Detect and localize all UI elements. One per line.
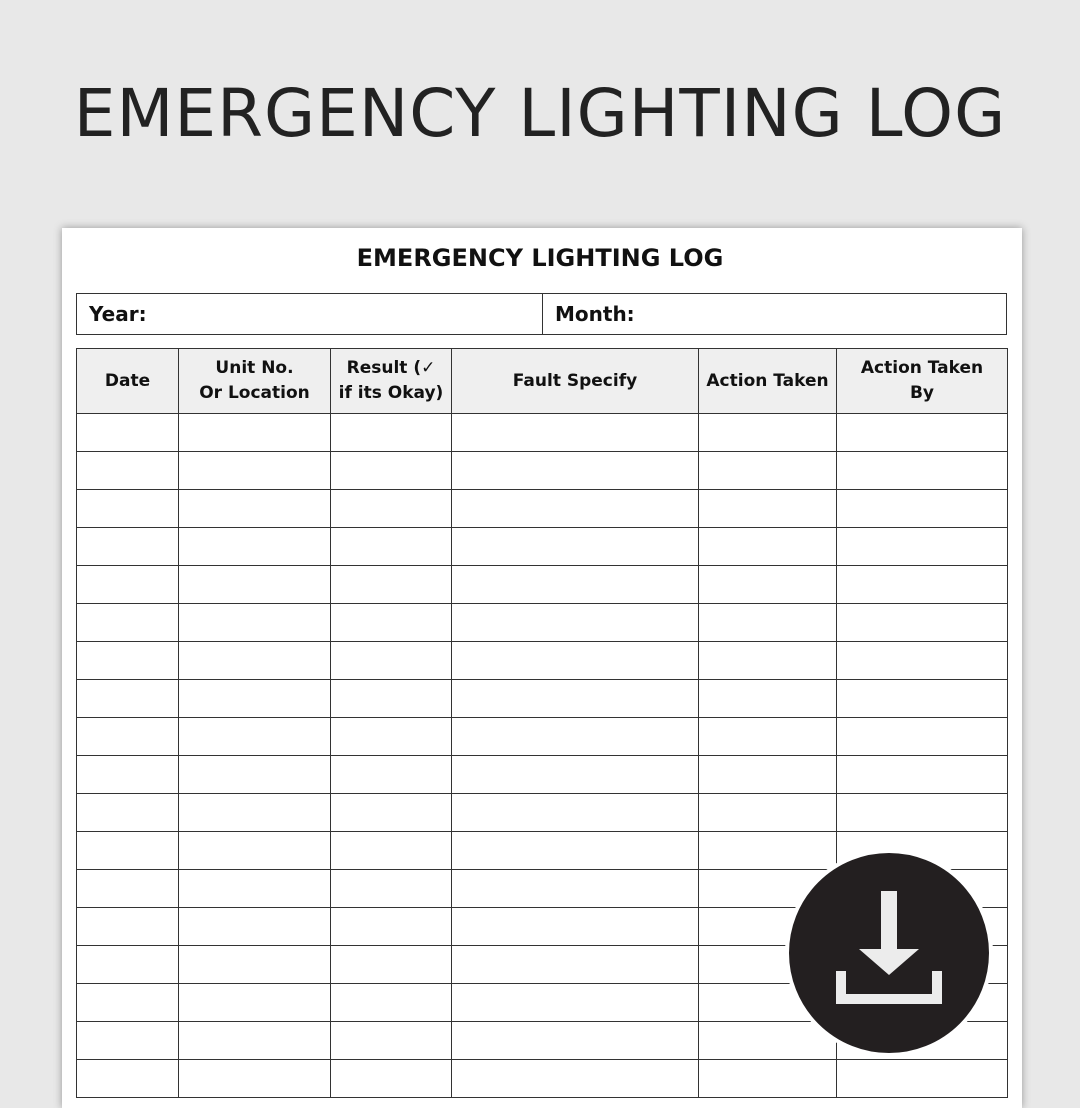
table-cell[interactable] — [179, 870, 331, 908]
table-cell[interactable] — [837, 718, 1008, 756]
table-cell[interactable] — [699, 490, 837, 528]
table-cell[interactable] — [699, 566, 837, 604]
table-row — [77, 642, 1008, 680]
table-row — [77, 528, 1008, 566]
table-cell[interactable] — [837, 1060, 1008, 1098]
table-cell[interactable] — [837, 490, 1008, 528]
table-cell[interactable] — [331, 566, 452, 604]
table-cell[interactable] — [179, 718, 331, 756]
table-cell[interactable] — [179, 452, 331, 490]
table-row — [77, 490, 1008, 528]
table-cell[interactable] — [837, 680, 1008, 718]
table-cell[interactable] — [452, 490, 699, 528]
column-header-unit-location: Unit No. Or Location — [179, 349, 331, 414]
table-row — [77, 756, 1008, 794]
table-cell[interactable] — [699, 528, 837, 566]
table-cell[interactable] — [452, 756, 699, 794]
table-cell[interactable] — [77, 528, 179, 566]
table-cell[interactable] — [331, 832, 452, 870]
table-cell[interactable] — [699, 604, 837, 642]
column-header-action-taken-by: Action Taken By — [837, 349, 1008, 414]
table-cell[interactable] — [452, 566, 699, 604]
table-cell[interactable] — [331, 528, 452, 566]
table-cell[interactable] — [77, 908, 179, 946]
table-cell[interactable] — [452, 984, 699, 1022]
month-field[interactable] — [543, 294, 1006, 334]
table-cell[interactable] — [699, 794, 837, 832]
table-row — [77, 680, 1008, 718]
table-cell[interactable] — [331, 452, 452, 490]
table-cell[interactable] — [77, 414, 179, 452]
download-icon — [789, 853, 989, 1053]
table-cell[interactable] — [837, 528, 1008, 566]
table-row — [77, 1060, 1008, 1098]
table-cell[interactable] — [699, 1060, 837, 1098]
table-cell[interactable] — [331, 794, 452, 832]
table-cell[interactable] — [837, 566, 1008, 604]
table-cell[interactable] — [452, 452, 699, 490]
table-row — [77, 566, 1008, 604]
table-cell[interactable] — [331, 984, 452, 1022]
table-cell[interactable] — [331, 642, 452, 680]
table-cell[interactable] — [331, 680, 452, 718]
table-cell[interactable] — [331, 718, 452, 756]
table-cell[interactable] — [77, 642, 179, 680]
table-cell[interactable] — [77, 984, 179, 1022]
table-cell[interactable] — [77, 870, 179, 908]
page-title: EMERGENCY LIGHTING LOG — [73, 75, 1007, 152]
table-cell[interactable] — [452, 1060, 699, 1098]
table-cell[interactable] — [331, 756, 452, 794]
table-cell[interactable] — [699, 718, 837, 756]
table-cell[interactable] — [179, 680, 331, 718]
year-label: Year: — [89, 302, 147, 326]
table-cell[interactable] — [77, 718, 179, 756]
download-button[interactable] — [785, 849, 993, 1057]
table-cell[interactable] — [331, 1022, 452, 1060]
month-label: Month: — [555, 302, 635, 326]
table-row — [77, 604, 1008, 642]
table-cell[interactable] — [331, 946, 452, 984]
table-header-row — [77, 349, 1008, 414]
table-cell[interactable] — [452, 794, 699, 832]
table-cell[interactable] — [331, 490, 452, 528]
column-header-action-taken: Action Taken — [699, 349, 837, 414]
table-cell[interactable] — [837, 756, 1008, 794]
table-cell[interactable] — [77, 946, 179, 984]
table-cell[interactable] — [837, 794, 1008, 832]
table-cell[interactable] — [179, 1060, 331, 1098]
table-cell[interactable] — [452, 414, 699, 452]
meta-row — [76, 293, 1007, 335]
table-cell[interactable] — [77, 490, 179, 528]
table-cell[interactable] — [452, 832, 699, 870]
table-cell[interactable] — [837, 414, 1008, 452]
table-cell[interactable] — [452, 528, 699, 566]
table-cell[interactable] — [179, 984, 331, 1022]
table-cell[interactable] — [331, 604, 452, 642]
table-cell[interactable] — [77, 680, 179, 718]
table-cell[interactable] — [77, 832, 179, 870]
table-cell[interactable] — [452, 870, 699, 908]
column-header-date: Date — [77, 349, 179, 414]
table-row — [77, 794, 1008, 832]
table-cell[interactable] — [837, 452, 1008, 490]
table-cell[interactable] — [179, 604, 331, 642]
column-header-result: Result (✓ if its Okay) — [331, 349, 452, 414]
table-cell[interactable] — [77, 604, 179, 642]
year-field[interactable] — [77, 294, 543, 334]
table-cell[interactable] — [77, 794, 179, 832]
table-cell[interactable] — [77, 1060, 179, 1098]
table-cell[interactable] — [179, 1022, 331, 1060]
table-cell[interactable] — [179, 832, 331, 870]
table-cell[interactable] — [699, 642, 837, 680]
table-row — [77, 452, 1008, 490]
table-cell[interactable] — [179, 414, 331, 452]
table-cell[interactable] — [77, 1022, 179, 1060]
table-row — [77, 414, 1008, 452]
table-cell[interactable] — [179, 908, 331, 946]
table-cell[interactable] — [331, 870, 452, 908]
table-cell[interactable] — [179, 794, 331, 832]
table-cell[interactable] — [77, 756, 179, 794]
table-cell[interactable] — [77, 566, 179, 604]
table-cell[interactable] — [331, 1060, 452, 1098]
table-cell[interactable] — [452, 604, 699, 642]
table-cell[interactable] — [77, 452, 179, 490]
table-cell[interactable] — [179, 642, 331, 680]
table-cell[interactable] — [699, 414, 837, 452]
table-cell[interactable] — [699, 756, 837, 794]
table-cell[interactable] — [699, 452, 837, 490]
table-cell[interactable] — [452, 1022, 699, 1060]
table-cell[interactable] — [331, 908, 452, 946]
table-cell[interactable] — [179, 946, 331, 984]
column-header-fault-specify: Fault Specify — [452, 349, 699, 414]
table-cell[interactable] — [179, 528, 331, 566]
table-cell[interactable] — [452, 908, 699, 946]
table-cell[interactable] — [452, 718, 699, 756]
table-cell[interactable] — [179, 490, 331, 528]
sheet-title: EMERGENCY LIGHTING LOG — [356, 244, 724, 272]
table-cell[interactable] — [452, 680, 699, 718]
table-cell[interactable] — [837, 604, 1008, 642]
table-cell[interactable] — [699, 680, 837, 718]
table-cell[interactable] — [331, 414, 452, 452]
table-cell[interactable] — [837, 642, 1008, 680]
table-cell[interactable] — [179, 566, 331, 604]
table-row — [77, 718, 1008, 756]
table-cell[interactable] — [179, 756, 331, 794]
table-cell[interactable] — [452, 642, 699, 680]
table-cell[interactable] — [452, 946, 699, 984]
